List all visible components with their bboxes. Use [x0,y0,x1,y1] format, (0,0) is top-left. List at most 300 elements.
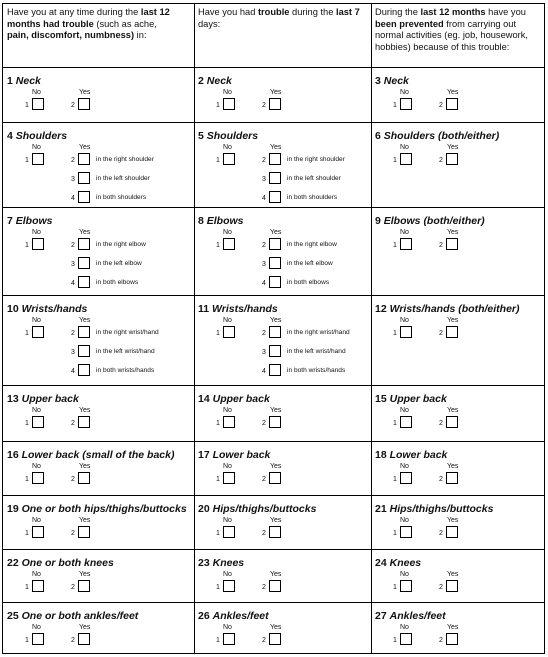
question-title [7,503,187,515]
side-option-label: in both elbows [96,279,139,286]
option-code: 1 [393,637,397,644]
question-title [375,610,446,622]
header-text: During the [375,7,421,17]
yes-checkbox[interactable] [269,526,281,538]
question-number: 6 [375,130,381,142]
no-label: No [223,463,232,470]
yes-checkbox[interactable] [446,98,458,110]
option-code: 1 [393,420,397,427]
yes-label: Yes [270,463,282,470]
no-checkbox[interactable] [32,472,44,484]
body-part-label: One or both ankles/feet [21,610,139,622]
yes-left-checkbox[interactable] [78,172,90,184]
column-header [375,7,540,53]
body-part-label: Elbows [15,215,53,227]
option-code: 4 [262,280,266,287]
yes-left-checkbox[interactable] [269,172,281,184]
side-option-label: in the right wrist/hand [96,329,159,336]
question-title [198,215,244,227]
question-title [375,303,520,315]
yes-checkbox[interactable] [269,472,281,484]
yes-both-checkbox[interactable] [78,276,90,288]
yes-both-checkbox[interactable] [78,191,90,203]
question-number: 1 [7,75,13,87]
no-checkbox[interactable] [400,526,412,538]
question-number: 10 [7,303,19,315]
option-code: 2 [71,584,75,591]
option-code: 1 [216,637,220,644]
no-checkbox[interactable] [223,153,235,165]
option-code: 2 [71,476,75,483]
question-title [7,303,87,315]
body-part-question [371,610,544,650]
no-checkbox[interactable] [223,238,235,250]
side-option-label: in the left wrist/hand [287,348,346,355]
yes-label: Yes [79,229,91,236]
body-part-label: Neck [206,75,232,87]
body-part-label: Lower back (small of the back) [21,449,175,461]
yes-checkbox[interactable] [78,416,90,428]
header-text: trouble [257,7,290,17]
yes-checkbox[interactable] [446,633,458,645]
header-line [7,30,190,42]
question-number: 18 [375,449,387,461]
body-part-label: Shoulders [206,130,259,142]
no-checkbox[interactable] [400,326,412,338]
body-part-question [3,215,194,287]
option-code: 1 [393,157,397,164]
no-checkbox[interactable] [32,580,44,592]
option-code: 2 [71,530,75,537]
row-divider [3,207,544,208]
body-part-question [3,610,194,650]
question-title [7,75,41,87]
option-code: 4 [262,368,266,375]
option-code: 2 [262,584,266,591]
no-checkbox[interactable] [32,526,44,538]
header-text: months had trouble [7,18,94,29]
question-number: 17 [198,449,210,461]
no-label: No [400,517,409,524]
body-part-question [371,130,544,170]
question-number: 25 [7,610,19,622]
yes-checkbox[interactable] [78,580,90,592]
body-part-label: Neck [383,75,409,87]
row-divider [3,67,544,68]
no-checkbox[interactable] [223,472,235,484]
yes-both-checkbox[interactable] [78,364,90,376]
option-code: 1 [25,330,29,337]
body-part-label: Lower back [389,449,448,461]
body-part-question [3,130,194,202]
option-code: 1 [25,420,29,427]
yes-both-checkbox[interactable] [269,191,281,203]
side-option-label: in the right elbow [287,241,337,248]
option-code: 1 [393,102,397,109]
yes-both-checkbox[interactable] [269,276,281,288]
body-part-question [3,303,194,375]
yes-both-checkbox[interactable] [269,364,281,376]
option-code: 1 [25,530,29,537]
option-code: 3 [71,349,75,356]
no-label: No [400,463,409,470]
header-text: during the [289,7,336,17]
row-divider [3,495,544,496]
question-title [375,393,447,405]
yes-checkbox[interactable] [78,472,90,484]
no-label: No [32,571,41,578]
body-part-label: Upper back [212,393,270,405]
no-checkbox[interactable] [223,526,235,538]
column-header [7,7,190,42]
option-code: 4 [262,195,266,202]
body-part-label: Ankles/feet [212,610,269,622]
yes-checkbox[interactable] [78,526,90,538]
body-part-question [371,393,544,433]
yes-left-checkbox[interactable] [269,345,281,357]
no-label: No [32,144,41,151]
body-part-label: Lower back [212,449,271,461]
question-title [198,393,270,405]
yes-label: Yes [270,317,282,324]
yes-checkbox[interactable] [269,633,281,645]
no-checkbox[interactable] [400,98,412,110]
body-part-question [194,610,371,650]
no-label: No [32,317,41,324]
header-text: (such as ache, [93,18,157,29]
yes-label: Yes [79,463,91,470]
yes-label: Yes [447,517,459,524]
no-checkbox[interactable] [400,633,412,645]
question-number: 4 [7,130,13,142]
option-code: 1 [25,102,29,109]
question-title [7,449,175,461]
header-text: Have you had [198,7,258,17]
no-label: No [400,407,409,414]
yes-right-checkbox[interactable] [269,326,281,338]
no-checkbox[interactable] [32,238,44,250]
question-title [375,215,485,227]
option-code: 2 [262,330,266,337]
body-part-label: Wrists/hands (both/either) [389,303,520,315]
yes-label: Yes [270,517,282,524]
body-part-label: Knees [389,557,422,569]
question-title [375,75,409,87]
option-code: 1 [25,476,29,483]
body-part-question [3,75,194,115]
no-label: No [32,89,41,96]
option-code: 3 [71,261,75,268]
no-label: No [400,317,409,324]
header-text: days: [198,18,221,29]
column-header [198,7,367,30]
no-checkbox[interactable] [32,153,44,165]
yes-checkbox[interactable] [78,633,90,645]
no-checkbox[interactable] [400,416,412,428]
no-label: No [32,624,41,631]
side-option-label: in the left wrist/hand [96,348,155,355]
yes-checkbox[interactable] [78,98,90,110]
no-checkbox[interactable] [223,98,235,110]
no-checkbox[interactable] [32,326,44,338]
option-code: 2 [71,330,75,337]
option-code: 2 [439,330,443,337]
question-title [198,303,278,315]
yes-label: Yes [79,317,91,324]
header-line [198,19,367,31]
yes-right-checkbox[interactable] [269,238,281,250]
question-number: 11 [198,303,210,315]
no-label: No [223,144,232,151]
body-part-label: Upper back [389,393,447,405]
row-divider [3,295,544,296]
yes-label: Yes [447,463,459,470]
body-part-label: Shoulders [15,130,68,142]
header-text: Have you at any time during the [7,7,141,17]
question-number: 7 [7,215,13,227]
question-number: 24 [375,557,387,569]
header-text: last 12 months [420,7,486,17]
body-part-question [371,75,544,115]
yes-label: Yes [79,517,91,524]
yes-label: Yes [79,89,91,96]
option-code: 1 [216,584,220,591]
row-divider [3,122,544,123]
option-code: 1 [216,102,220,109]
header-text: in: [134,30,147,40]
option-code: 3 [71,176,75,183]
yes-label: Yes [79,571,91,578]
body-part-question [371,303,544,343]
option-code: 1 [216,242,220,249]
yes-checkbox[interactable] [269,580,281,592]
no-checkbox[interactable] [223,326,235,338]
option-code: 2 [439,157,443,164]
option-code: 2 [262,476,266,483]
question-title [375,449,447,461]
yes-label: Yes [79,407,91,414]
no-checkbox[interactable] [223,580,235,592]
no-label: No [32,517,41,524]
body-part-question [371,449,544,489]
header-text: from carrying out [443,18,517,29]
body-part-question [3,449,194,489]
option-code: 4 [71,280,75,287]
no-label: No [223,517,232,524]
option-code: 3 [262,176,266,183]
no-checkbox[interactable] [32,633,44,645]
option-code: 1 [25,242,29,249]
question-number: 26 [198,610,210,622]
no-checkbox[interactable] [223,633,235,645]
body-part-question [194,393,371,433]
yes-right-checkbox[interactable] [78,153,90,165]
no-checkbox[interactable] [32,98,44,110]
body-part-label: Wrists/hands [212,303,278,315]
yes-label: Yes [79,144,91,151]
header-text: pain, discomfort, numbness) [7,30,135,40]
question-number: 23 [198,557,210,569]
body-part-label: Hips/thighs/buttocks [389,503,494,515]
yes-left-checkbox[interactable] [78,257,90,269]
question-number: 9 [375,215,381,227]
option-code: 1 [393,530,397,537]
body-part-question [194,449,371,489]
body-part-label: Hips/thighs/buttocks [212,503,317,515]
side-option-label: in both shoulders [96,194,147,201]
yes-checkbox[interactable] [446,472,458,484]
yes-checkbox[interactable] [446,238,458,250]
option-code: 2 [71,102,75,109]
side-option-label: in the right wrist/hand [287,329,350,336]
side-option-label: in both wrists/hands [287,367,346,374]
no-label: No [223,317,232,324]
yes-label: Yes [447,571,459,578]
yes-label: Yes [447,89,459,96]
no-checkbox[interactable] [400,472,412,484]
row-divider [3,549,544,550]
body-part-label: One or both hips/thighs/buttocks [21,503,187,515]
header-line [375,7,540,19]
option-code: 2 [439,637,443,644]
option-code: 1 [393,242,397,249]
option-code: 1 [25,584,29,591]
body-part-question [3,503,194,543]
side-option-label: in both wrists/hands [96,367,155,374]
option-code: 1 [25,637,29,644]
option-code: 4 [71,195,75,202]
option-code: 2 [71,420,75,427]
body-part-question [194,303,371,375]
question-title [198,503,316,515]
no-label: No [32,229,41,236]
no-checkbox[interactable] [400,153,412,165]
option-code: 2 [71,157,75,164]
option-code: 1 [216,157,220,164]
body-part-question [194,503,371,543]
header-text: last 7 [336,7,360,17]
yes-left-checkbox[interactable] [78,345,90,357]
no-checkbox[interactable] [400,238,412,250]
header-line [375,19,540,31]
yes-checkbox[interactable] [269,416,281,428]
option-code: 2 [439,584,443,591]
option-code: 2 [262,637,266,644]
option-code: 1 [393,330,397,337]
question-title [198,75,232,87]
option-code: 2 [262,157,266,164]
option-code: 2 [71,637,75,644]
option-code: 3 [262,349,266,356]
question-title [198,449,270,461]
body-part-label: Wrists/hands [21,303,88,315]
yes-checkbox[interactable] [446,153,458,165]
yes-right-checkbox[interactable] [78,326,90,338]
yes-label: Yes [270,144,282,151]
side-option-label: in the left elbow [287,260,333,267]
side-option-label: in both shoulders [287,194,338,201]
body-part-question [371,503,544,543]
yes-checkbox[interactable] [446,580,458,592]
yes-label: Yes [270,407,282,414]
yes-left-checkbox[interactable] [269,257,281,269]
yes-label: Yes [270,624,282,631]
question-number: 8 [198,215,204,227]
body-part-label: One or both knees [21,557,114,569]
question-number: 14 [198,393,210,405]
header-text: hobbies) because of this trouble: [375,41,510,52]
option-code: 2 [262,530,266,537]
option-code: 1 [216,476,220,483]
question-title [375,557,421,569]
option-code: 1 [216,530,220,537]
side-option-label: in the right elbow [96,241,146,248]
no-label: No [223,89,232,96]
yes-label: Yes [447,317,459,324]
option-code: 2 [439,476,443,483]
option-code: 1 [393,584,397,591]
side-option-label: in the right shoulder [287,156,345,163]
question-title [7,393,79,405]
option-code: 1 [25,157,29,164]
yes-checkbox[interactable] [446,416,458,428]
option-code: 1 [216,330,220,337]
body-part-question [3,557,194,597]
yes-label: Yes [447,624,459,631]
header-text: normal activities (eg. job, housework, [375,30,528,40]
question-title [375,130,499,142]
option-code: 2 [439,420,443,427]
option-code: 1 [216,420,220,427]
yes-checkbox[interactable] [269,98,281,110]
side-option-label: in the left shoulder [287,175,341,182]
row-divider [3,441,544,442]
option-code: 1 [393,476,397,483]
header-line [7,7,190,19]
yes-label: Yes [270,89,282,96]
option-code: 2 [439,102,443,109]
no-checkbox[interactable] [223,416,235,428]
side-option-label: in the left elbow [96,260,142,267]
body-part-label: Ankles/feet [389,610,446,622]
question-number: 2 [198,75,204,87]
header-line [375,30,540,42]
yes-label: Yes [447,144,459,151]
side-option-label: in the left shoulder [96,175,150,182]
question-number: 3 [375,75,381,87]
question-title [198,557,244,569]
body-part-question [194,557,371,597]
body-part-question [194,215,371,287]
yes-right-checkbox[interactable] [269,153,281,165]
body-part-question [194,130,371,202]
no-checkbox[interactable] [400,580,412,592]
question-number: 12 [375,303,387,315]
row-divider [3,385,544,386]
yes-label: Yes [79,624,91,631]
question-number: 5 [198,130,204,142]
yes-right-checkbox[interactable] [78,238,90,250]
yes-checkbox[interactable] [446,526,458,538]
no-label: No [400,144,409,151]
body-part-question [371,557,544,597]
body-part-question [371,215,544,255]
yes-checkbox[interactable] [446,326,458,338]
body-part-label: Shoulders (both/either) [383,130,500,142]
yes-label: Yes [447,229,459,236]
header-text: been prevented [375,18,444,29]
no-checkbox[interactable] [32,416,44,428]
